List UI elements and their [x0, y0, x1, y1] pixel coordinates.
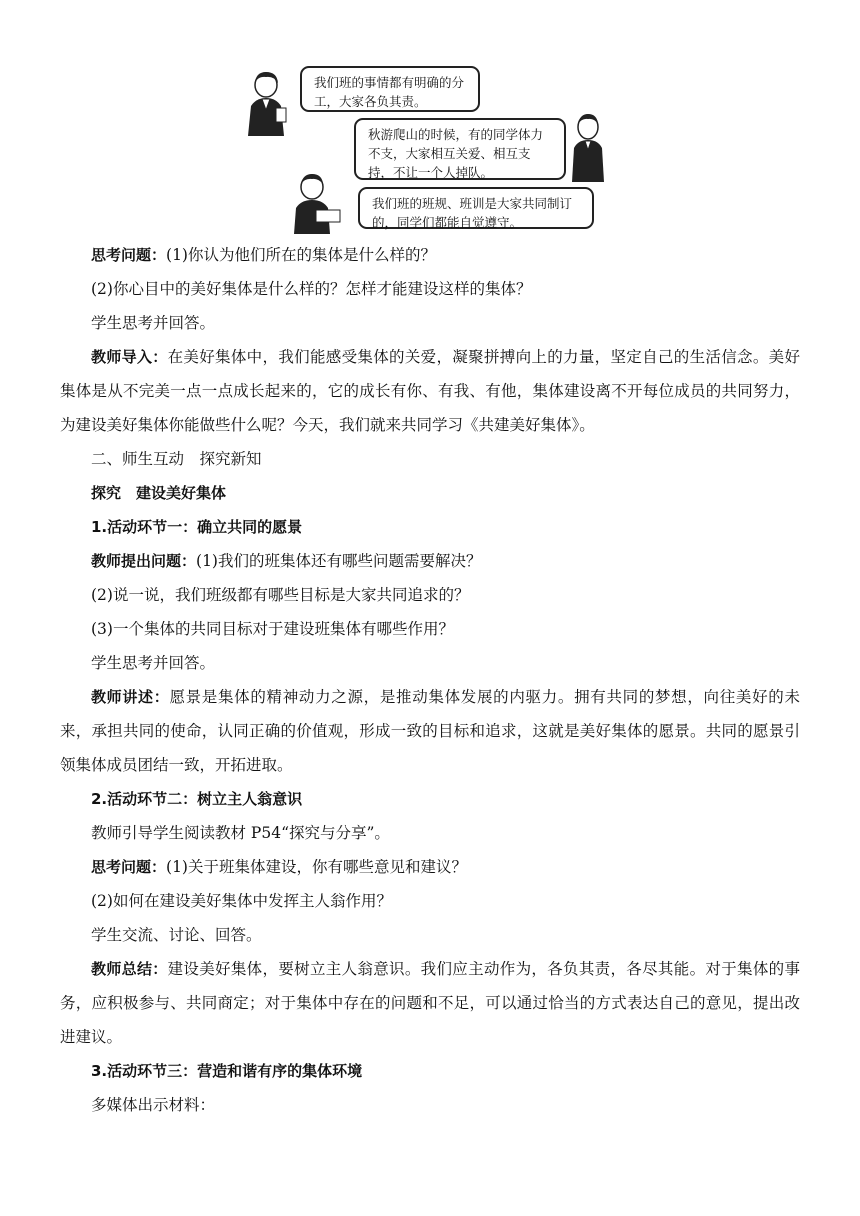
- teacher-ask-lead: 教师提出问题：: [91, 552, 197, 570]
- question-para-1: [60, 238, 800, 272]
- section-heading-2: 二、师生互动 探究新知: [91, 450, 262, 468]
- document-body: [60, 238, 800, 1122]
- teacher-intro-text: 在美好集体中，我们能感受集体的关爱，凝聚拼搏向上的力量，坚定自己的生活信念。美好集体是从不完美一点一点成长起来的，它的成长有你、有我、有他，集体建设离不开每位成员的共同努力，为建设美好集体你能做些什么呢？今天，我们就来共同学习《共建美好集体》。: [60, 348, 800, 434]
- think-question-lead: 思考问题：: [91, 246, 167, 264]
- teacher-guide-text: 教师引导学生阅读教材 P54“探究与分享”。: [91, 824, 390, 842]
- student-answer-3: 学生交流、讨论、回答。: [91, 926, 262, 944]
- ask-2: (2)说一说，我们班级都有哪些目标是大家共同追求的？: [91, 586, 470, 604]
- teacher-intro-lead: 教师导入：: [91, 348, 168, 366]
- activity-step-1: 1.活动环节一：确立共同的愿景: [91, 518, 303, 536]
- teacher-ask-para: [60, 544, 800, 578]
- illustration: [230, 56, 600, 236]
- teacher-lecture-para: [60, 680, 800, 782]
- question-2-1: (1)关于班集体建设，你有哪些意见和建议？: [166, 858, 467, 876]
- student-answer-1: 学生思考并回答。: [91, 314, 216, 332]
- speech-bubble-1: 我们班的事情都有明确的分工，大家各负其责。: [300, 66, 480, 112]
- multimedia-text: 多媒体出示材料：: [91, 1096, 216, 1114]
- explore-heading: 探究 建设美好集体: [91, 484, 227, 502]
- think-question-lead-2: 思考问题：: [91, 858, 167, 876]
- teacher-summary-lead: 教师总结：: [91, 960, 168, 978]
- teacher-summary-text: 建设美好集体，要树立主人翁意识。我们应主动作为，各负其责，各尽其能。对于集体的事务，应积极参与、共同商定；对于集体中存在的问题和不足，可以通过恰当的方式表达自己的意见，提出改进建议。: [60, 960, 800, 1046]
- question-para-2: [60, 850, 800, 884]
- student-boy-reading-figure: [282, 172, 348, 234]
- teacher-lecture-lead: 教师讲述：: [91, 688, 170, 706]
- question-1: (1)你认为他们所在的集体是什么样的？: [166, 246, 436, 264]
- student-girl-figure: [238, 70, 298, 136]
- ask-1: (1)我们的班集体还有哪些问题需要解决？: [196, 552, 482, 570]
- student-answer-2: 学生思考并回答。: [91, 654, 216, 672]
- speech-bubble-2: 秋游爬山的时候，有的同学体力不支，大家相互关爱、相互支持，不让一个人掉队。: [354, 118, 566, 180]
- ask-3: (3)一个集体的共同目标对于建设班集体有哪些作用？: [91, 620, 454, 638]
- teacher-lecture-text: 愿景是集体的精神动力之源，是推动集体发展的内驱力。拥有共同的梦想，向往美好的未来，承担共同的使命，认同正确的价值观，形成一致的目标和追求，这就是美好集体的愿景。共同的愿景引领集体成员团结一致，开拓进取。: [60, 688, 800, 774]
- speech-bubble-3: 我们班的班规、班训是大家共同制订的，同学们都能自觉遵守。: [358, 187, 594, 229]
- activity-step-2: 2.活动环节二：树立主人翁意识: [91, 790, 303, 808]
- question-2: (2)你心目中的美好集体是什么样的？怎样才能建设这样的集体？: [91, 280, 532, 298]
- activity-step-3: 3.活动环节三：营造和谐有序的集体环境: [91, 1062, 363, 1080]
- question-2-2: (2)如何在建设美好集体中发挥主人翁作用？: [91, 892, 392, 910]
- student-boy-figure: [568, 112, 608, 182]
- teacher-summary-para: [60, 952, 800, 1054]
- teacher-intro-para: [60, 340, 800, 442]
